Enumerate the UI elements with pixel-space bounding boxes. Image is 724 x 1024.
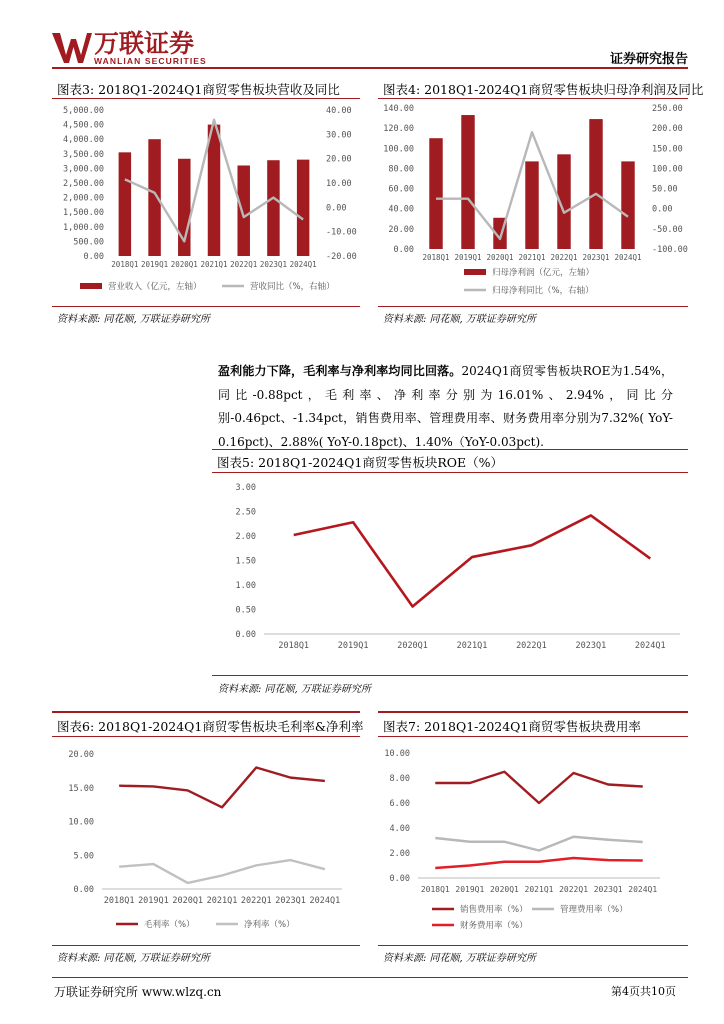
right-axis-tick-label: 0.00 [652,204,673,215]
bar [621,161,634,249]
legend-label: 毛利率（%） [144,920,195,930]
series-line [435,772,642,803]
fig5-bottom-rule [212,675,688,676]
x-axis-tick-label: 2020Q1 [489,885,519,894]
y-axis-tick-label: 0.00 [73,885,94,895]
x-axis-tick-label: 2018Q1 [103,896,135,906]
brand-name-en: WANLIAN SECURITIES [94,56,207,66]
legend-label: 归母净利同比（%，右轴） [492,286,594,296]
x-axis-tick-label: 2019Q1 [337,641,369,651]
fig3-source: 资料来源: 同花顺, 万联证券研究所 [57,314,210,325]
x-axis-tick-label: 2019Q1 [455,885,485,894]
legend-label: 净利率（%） [244,920,295,930]
legend-label: 财务费用率（%） [460,921,528,931]
x-axis-tick-label: 2023Q1 [593,885,623,894]
x-axis-tick-label: 2018Q1 [278,641,310,651]
y-axis-tick-label: 0.00 [389,874,410,884]
fig7-title: 图表7: 2018Q1-2024Q1商贸零售板块费用率 [383,719,641,734]
legend-label: 归母净利润（亿元，左轴） [492,268,595,278]
right-axis-tick-label: 40.00 [326,106,352,116]
legend-label: 管理费用率（%） [560,905,628,915]
fig7-bottom-rule [378,945,688,946]
fig3-title: 图表3: 2018Q1-2024Q1商贸零售板块营收及同比 [57,82,340,97]
x-axis-tick-label: 2018Q1 [420,885,450,894]
right-axis-tick-label: 200.00 [652,124,683,135]
fig3-bottom-rule [52,306,360,307]
report-type-label: 证券研究报告 [609,52,688,67]
x-axis-tick-label: 2024Q1 [614,253,642,262]
x-axis-tick-label: 2023Q1 [575,641,607,651]
left-axis-tick-label: 40.00 [388,204,414,215]
body-bold-lead: 盈利能力下降，毛利率与净利率均同比回落。 [218,364,462,378]
fig6-title: 图表6: 2018Q1-2024Q1商贸零售板块毛利率&净利率 [57,719,364,734]
x-axis-tick-label: 2024Q1 [634,641,666,651]
y-axis-tick-label: 1.50 [235,556,256,567]
left-axis-tick-label: 20.00 [388,224,414,235]
right-axis-tick-label: 0.00 [326,203,347,214]
fig5-top-rule [212,449,688,450]
body-text: 2024Q1商贸零售板块ROE为1.54%，同比-0.88pct，毛利率、净利率分别为16.01%、2.94%，同比分别-0.46pct、-1.34pct，销售费用率、管理费用率、财务费用率分别为7.32%( YoY-0.16pct)、2.88%( YoY-0.18pct)、1.40%（YoY-0.03pct). [218,364,673,449]
y-axis-tick-label: 3.00 [235,483,256,493]
legend-label: 营收同比（%，右轴） [250,282,335,292]
series-line [119,860,325,883]
y-axis-tick-label: 2.00 [235,532,256,542]
body-paragraph [218,360,673,454]
left-axis-tick-label: 0.00 [83,252,104,262]
right-axis-tick-label: -50.00 [652,224,683,235]
x-axis-tick-label: 2022Q1 [516,641,547,651]
left-axis-tick-label: 80.00 [388,164,414,175]
bar [589,119,602,249]
right-axis-tick-label: 250.00 [652,104,683,114]
x-axis-tick-label: 2021Q1 [518,253,546,262]
fig5-source: 资料来源: 同花顺, 万联证券研究所 [218,684,371,695]
fig7-chart [378,738,688,943]
left-axis-tick-label: 1,500.00 [63,208,104,219]
y-axis-tick-label: 2.00 [389,849,410,859]
right-axis-tick-label: 50.00 [652,184,678,195]
bar [525,161,538,249]
header-divider [52,67,688,69]
left-axis-tick-label: 1,000.00 [63,222,104,233]
right-axis-tick-label: 150.00 [652,144,683,155]
y-axis-tick-label: 1.00 [235,581,256,591]
left-axis-tick-label: 100.00 [383,144,414,155]
left-axis-tick-label: 2,000.00 [63,193,104,204]
fig6-source: 资料来源: 同花顺, 万联证券研究所 [57,953,210,964]
series-line [294,515,651,606]
x-axis-tick-label: 2020Q1 [170,260,198,269]
y-axis-tick-label: 5.00 [73,851,94,862]
left-axis-tick-label: 5,000.00 [63,106,104,116]
left-axis-tick-label: 140.00 [383,104,414,114]
y-axis-tick-label: 20.00 [68,750,94,760]
bar [208,125,220,256]
legend-swatch-bar [80,283,102,289]
series-line [435,837,642,851]
left-axis-tick-label: 500.00 [73,237,104,248]
fig4-title: 图表4: 2018Q1-2024Q1商贸零售板块归母净利润及同比 [383,82,704,97]
x-axis-tick-label: 2023Q1 [582,253,610,262]
fig5-title: 图表5: 2018Q1-2024Q1商贸零售板块ROE（%） [217,455,504,470]
fig4-source: 资料来源: 同花顺, 万联证券研究所 [383,314,536,325]
series-line [119,768,325,808]
fig5-title-rule [212,472,688,473]
bar [267,160,279,256]
right-axis-tick-label: 10.00 [326,179,352,189]
y-axis-tick-label: 0.00 [235,630,256,640]
x-axis-tick-label: 2024Q1 [628,885,658,894]
x-axis-tick-label: 2021Q1 [524,885,554,894]
fig4-chart [378,100,688,305]
fig3-chart [52,100,360,305]
left-axis-tick-label: 2,500.00 [63,179,104,189]
fig7-top-rule [378,711,688,713]
left-axis-tick-label: 60.00 [388,184,414,195]
bar [461,115,474,249]
x-axis-tick-label: 2023Q1 [259,260,287,269]
y-axis-tick-label: 6.00 [389,799,410,809]
x-axis-tick-label: 2021Q1 [456,641,488,651]
x-axis-tick-label: 2022Q1 [559,885,589,894]
x-axis-tick-label: 2018Q1 [111,260,139,269]
fig7-source: 资料来源: 同花顺, 万联证券研究所 [383,953,536,964]
fig6-title-rule [52,736,360,737]
left-axis-tick-label: 0.00 [393,245,414,255]
footer-site: 万联证券研究所 www.wlzq.cn [54,985,222,999]
x-axis-tick-label: 2021Q1 [206,896,238,906]
series-line [435,858,642,868]
x-axis-tick-label: 2022Q1 [240,896,272,906]
right-axis-tick-label: 30.00 [326,130,352,141]
x-axis-tick-label: 2022Q1 [550,253,578,262]
left-axis-tick-label: 3,500.00 [63,149,104,160]
fig6-bottom-rule [52,945,360,946]
brand-name-cn: 万联证券 [94,29,195,58]
y-axis-tick-label: 15.00 [68,783,94,794]
fig6-top-rule [52,711,360,713]
right-axis-tick-label: -20.00 [326,252,357,262]
bar [297,160,309,256]
fig4-bottom-rule [378,306,688,307]
x-axis-tick-label: 2023Q1 [275,896,306,906]
legend-label: 营业收入（亿元，左轴） [108,282,202,292]
legend-swatch-bar [464,269,486,275]
brand-logo-icon [52,31,92,65]
y-axis-tick-label: 10.00 [384,749,410,759]
x-axis-tick-label: 2019Q1 [138,896,169,906]
x-axis-tick-label: 2020Q1 [486,253,514,262]
x-axis-tick-label: 2019Q1 [141,260,169,269]
left-axis-tick-label: 4,500.00 [63,120,104,131]
x-axis-tick-label: 2020Q1 [397,641,428,651]
x-axis-tick-label: 2024Q1 [289,260,317,269]
y-axis-tick-label: 0.50 [235,605,256,616]
footer-divider [52,977,688,978]
fig4-title-rule [378,98,688,99]
bar [119,152,131,256]
y-axis-tick-label: 10.00 [68,817,94,828]
fig5-chart [212,474,688,674]
y-axis-tick-label: 2.50 [235,507,256,518]
left-axis-tick-label: 4,000.00 [63,135,104,146]
x-axis-tick-label: 2018Q1 [422,253,450,262]
fig6-chart [52,738,360,943]
right-axis-tick-label: 20.00 [326,154,352,165]
right-axis-tick-label: 100.00 [652,164,683,175]
x-axis-tick-label: 2020Q1 [172,896,204,906]
x-axis-tick-label: 2022Q1 [230,260,258,269]
x-axis-tick-label: 2024Q1 [309,896,341,906]
left-axis-tick-label: 120.00 [383,124,414,135]
fig3-title-rule [52,98,360,99]
bar [429,138,442,249]
footer-page-number: 第4页共10页 [611,985,676,998]
x-axis-tick-label: 2019Q1 [454,253,482,262]
legend-label: 销售费用率（%） [460,905,528,915]
right-axis-tick-label: -10.00 [326,227,357,238]
y-axis-tick-label: 4.00 [389,824,410,834]
fig7-title-rule [378,736,688,737]
left-axis-tick-label: 3,000.00 [63,164,104,175]
bar [237,165,249,256]
right-axis-tick-label: -100.00 [652,245,688,255]
y-axis-tick-label: 8.00 [389,774,410,784]
x-axis-tick-label: 2021Q1 [200,260,228,269]
